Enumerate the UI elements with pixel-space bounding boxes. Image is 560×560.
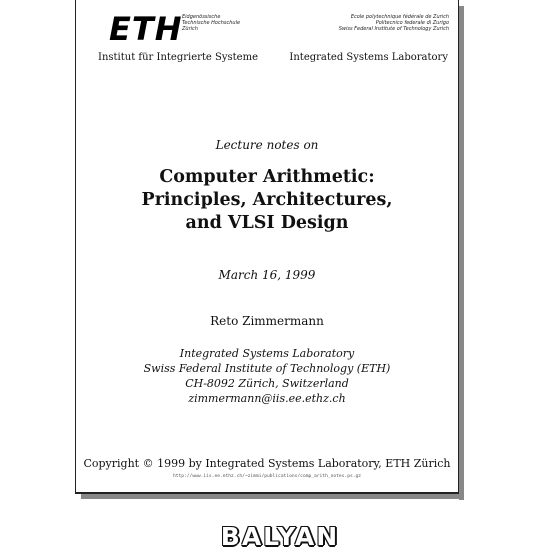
document-page (75, 0, 459, 494)
title-line: Principles, Architectures, (141, 190, 393, 210)
watermark: BALYAN (220, 522, 340, 551)
document-title (75, 166, 459, 235)
header-right-line: Ecole polytechnique fédérale de Zurich (350, 14, 449, 20)
header-right-line: Swiss Federal Institute of Technology Zurich (338, 26, 449, 32)
document-date: March 16, 1999 (218, 268, 316, 282)
author-email: zimmermann@iis.ee.ethz.ch (188, 392, 346, 405)
affiliation (75, 346, 459, 406)
institute-english: Integrated Systems Laboratory (289, 52, 448, 63)
author-name: Reto Zimmermann (210, 314, 324, 328)
affiliation-line: Integrated Systems Laboratory (179, 347, 355, 360)
page-shadow-right (459, 6, 464, 500)
logo-line: Eidgenössische (182, 14, 221, 20)
title-line: and VLSI Design (185, 213, 349, 233)
affiliation-line: CH-8092 Zürich, Switzerland (185, 377, 349, 390)
title-line: Computer Arithmetic: (159, 167, 375, 187)
eth-logo: ETH (109, 10, 183, 48)
header-right-line: Politecnico federale di Zurigo (375, 20, 449, 26)
lecture-label: Lecture notes on (215, 138, 319, 152)
document-url: http://www.iis.ee.ethz.ch/~zimmi/publications/comp_arith_notes.ps.gz (172, 474, 362, 479)
page-shadow-bottom (81, 494, 464, 499)
affiliation-line: Swiss Federal Institute of Technology (ETH) (143, 362, 391, 375)
institute-german: Institut für Integrierte Systeme (98, 52, 258, 63)
logo-line: Zürich (182, 26, 198, 32)
eth-logo-subtitle (182, 14, 240, 32)
header-right-block (339, 14, 449, 32)
logo-line: Technische Hochschule (182, 20, 241, 26)
copyright-notice: Copyright © 1999 by Integrated Systems Laboratory, ETH Zürich (83, 457, 451, 470)
